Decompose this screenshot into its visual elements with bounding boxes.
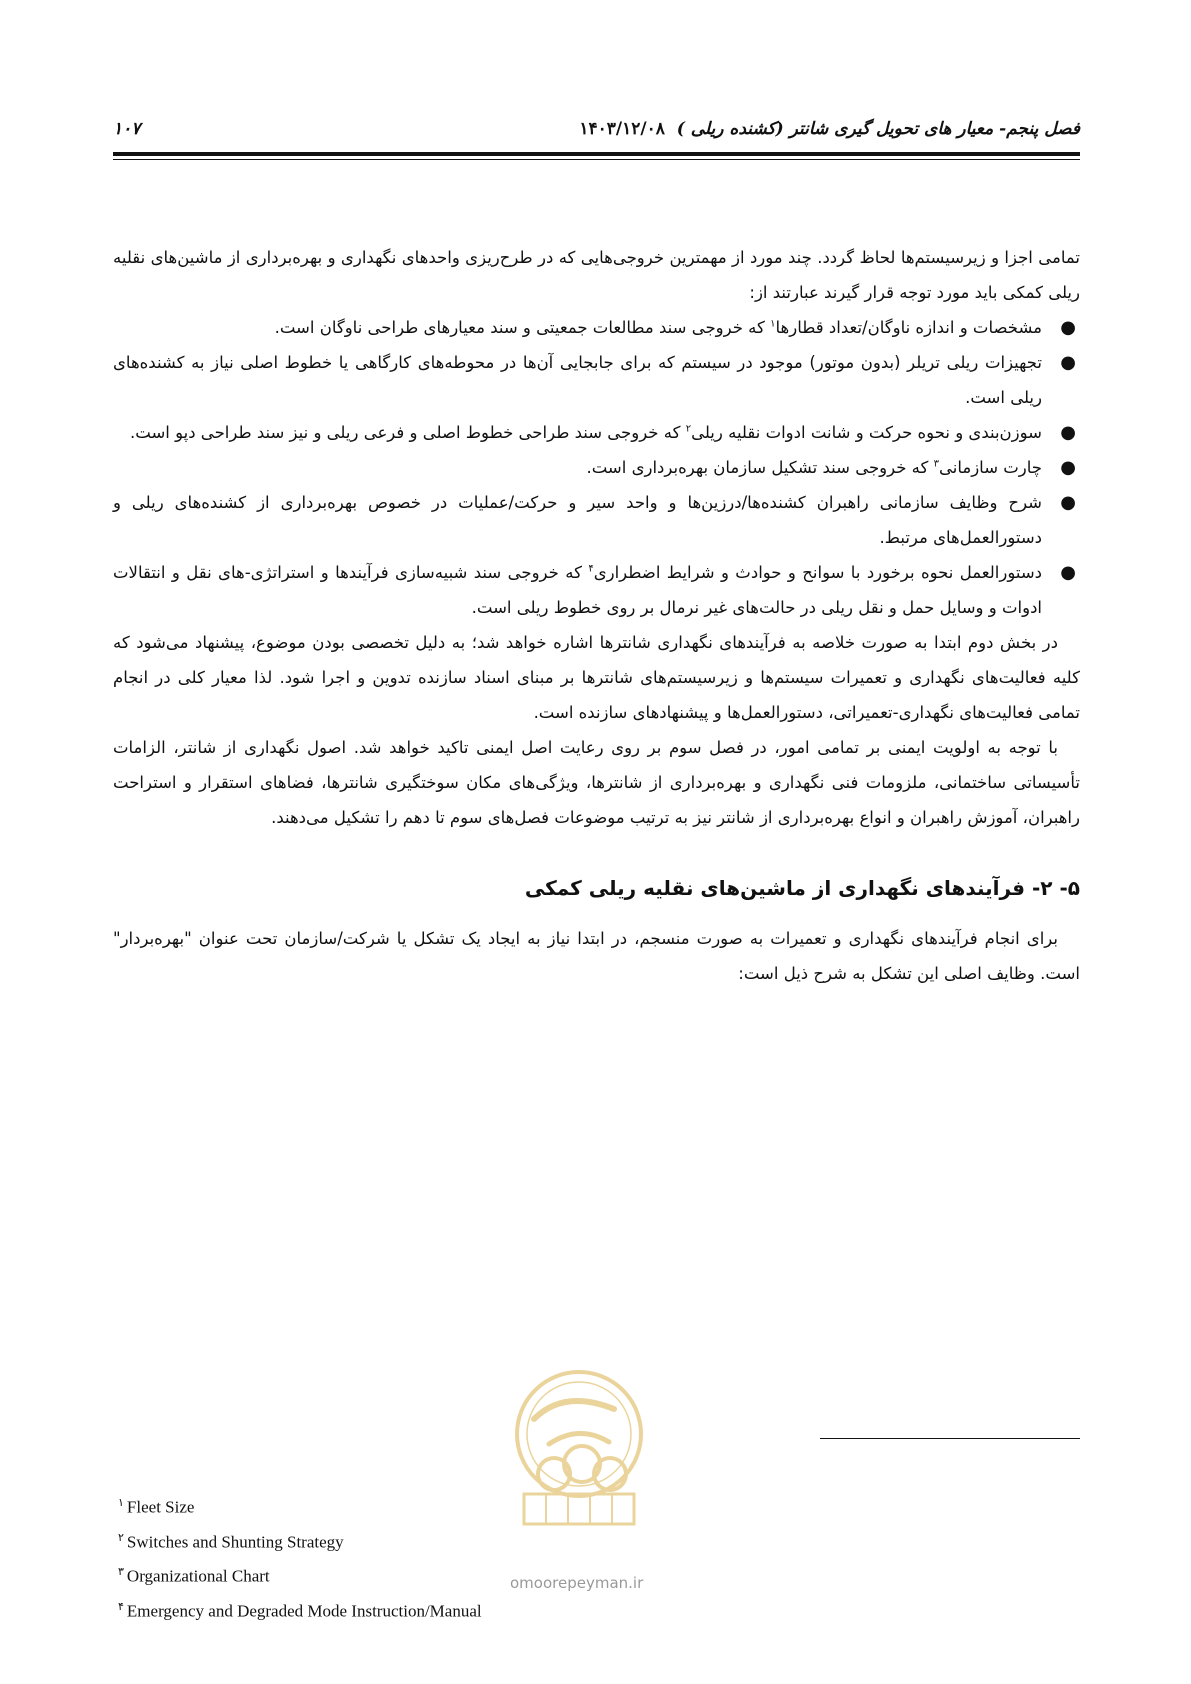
header-rule-thin [113, 159, 1080, 160]
list-item: ● مشخصات و اندازه ناوگان/تعداد قطارها$^۱$ که خروجی سند مطالعات جمعیتی و سند معیارهای طراحی ناوگان است. [113, 310, 1080, 345]
list-item: ● چارت سازمانی$^۳$ که خروجی سند تشکیل سازمان بهره‌برداری است. [113, 450, 1080, 485]
footnote-ref[interactable]: ۳ [933, 458, 939, 470]
bullet-icon: ● [1060, 457, 1076, 478]
footnote-ref[interactable]: ۴ [588, 563, 594, 575]
body-paragraph: در بخش دوم ابتدا به صورت خلاصه به فرآیندهای نگهداری شانترها اشاره خواهد شد؛ به دلیل تخصصی بودن موضوع، پیشنهاد می‌شود که کلیه فعالیت‌های نگهداری و تعمیرات سیستم‌ها و زیرسیستم‌های شانترها بر مبنای اسناد سازنده تدوین و اجرا شود. لذا معیار کلی در انجام تمامی فعالیت‌های نگهداری-تعمیراتی، دستورالعمل‌ها و پیشنهادهای سازنده است. [113, 633, 1080, 722]
bullet-icon: ● [1060, 352, 1076, 373]
main-content [113, 240, 1080, 991]
footnote-item: $^۱$ Fleet Size [118, 1497, 195, 1517]
footnotes [118, 1488, 718, 1627]
section-paragraph: برای انجام فرآیندهای نگهداری و تعمیرات به صورت منسجم، در ابتدا نیاز به ایجاد یک تشکل یا شرکت/سازمان تحت عنوان "بهره‌بردار" است. وظایف اصلی این تشکل به شرح ذیل است: [113, 929, 1080, 983]
footnote-ref[interactable]: ۲ [685, 423, 692, 435]
watermark-url: omoorepeyman.ir [510, 1574, 644, 1592]
bullet-icon: ● [1060, 422, 1076, 443]
intro-paragraph: تمامی اجزا و زیرسیستم‌ها لحاظ گردد. چند مورد از مهمترین خروجی‌هایی که در طرح‌ریزی واحدهای نگهداری و بهره‌برداری از ماشین‌های نقلیه ریلی کمکی باید مورد توجه قرار گیرند عبارتند از: [113, 248, 1080, 302]
bullet-icon: ● [1060, 492, 1076, 513]
footnote-divider [820, 1438, 1080, 1439]
list-item: ● تجهیزات ریلی تریلر (بدون موتور) موجود در سیستم که برای جابجایی آن‌ها در محوطه‌های کارگاهی یا خطوط اصلی نیاز به کشنده‌های ریلی است. [113, 345, 1080, 415]
header-title [579, 119, 1080, 139]
page-header [113, 113, 1080, 143]
body-paragraph: با توجه به اولویت ایمنی بر تمامی امور، در فصل سوم بر روی رعایت اصل ایمنی تاکید خواهد شد. اصول نگهداری از شانتر، الزامات تأسیساتی ساختمانی، ملزومات فنی نگهداری و بهره‌برداری از شانترها، ویژگی‌های مکان سوختگیری شانترها، فضاهای استقرار و استراحت راهبران، آموزش راهبران و انواع بهره‌برداری از شانتر نیز به ترتیب موضوعات فصل‌های سوم تا دهم را تشکیل می‌دهند. [113, 738, 1080, 827]
section-heading: ۵- ۲- فرآیندهای نگهداری از ماشین‌های نقلیه ریلی کمکی [524, 876, 1080, 900]
list-item: ● دستورالعمل نحوه برخورد با سوانح و حوادث و شرایط اضطراری$^۴$ که خروجی سند شبیه‌سازی فرآیندها و استراتژی-های نقل و انتقالات ادوات و وسایل حمل و نقل ریلی در حالت‌های غیر نرمال بر روی خطوط ریلی است. [113, 555, 1080, 625]
chapter-title: فصل پنجم- معیار های تحویل گیری شانتر (کشنده ریلی ) [676, 119, 1080, 139]
header-rule-thick [113, 152, 1080, 156]
footnote-item: $^۳$ Organizational Chart [118, 1566, 270, 1586]
list-item: ● شرح وظایف سازمانی راهبران کشنده‌ها/درزین‌ها و واحد سیر و حرکت/عملیات در خصوص بهره‌برداری از کشنده‌های ریلی و دستورالعمل‌های مرتبط. [113, 485, 1080, 555]
footnote-item: $^۲$ Switches and Shunting Strategy [118, 1531, 344, 1552]
header-date: ۱۴۰۳/۱۲/۰۸ [579, 119, 665, 139]
bullet-icon: ● [1060, 562, 1076, 583]
outputs-list [113, 310, 1080, 625]
footnote-ref[interactable]: ۱ [770, 318, 776, 330]
footnote-item: $^۴$ Emergency and Degraded Mode Instruction/Manual [118, 1600, 482, 1621]
bullet-icon: ● [1060, 317, 1076, 338]
page-number: ۱۰۷ [113, 119, 141, 139]
list-item: ● سوزن‌بندی و نحوه حرکت و شانت ادوات نقلیه ریلی$^۲$ که خروجی سند طراحی خطوط اصلی و فرعی ریلی و نیز سند طراحی دپو است. [113, 415, 1080, 450]
